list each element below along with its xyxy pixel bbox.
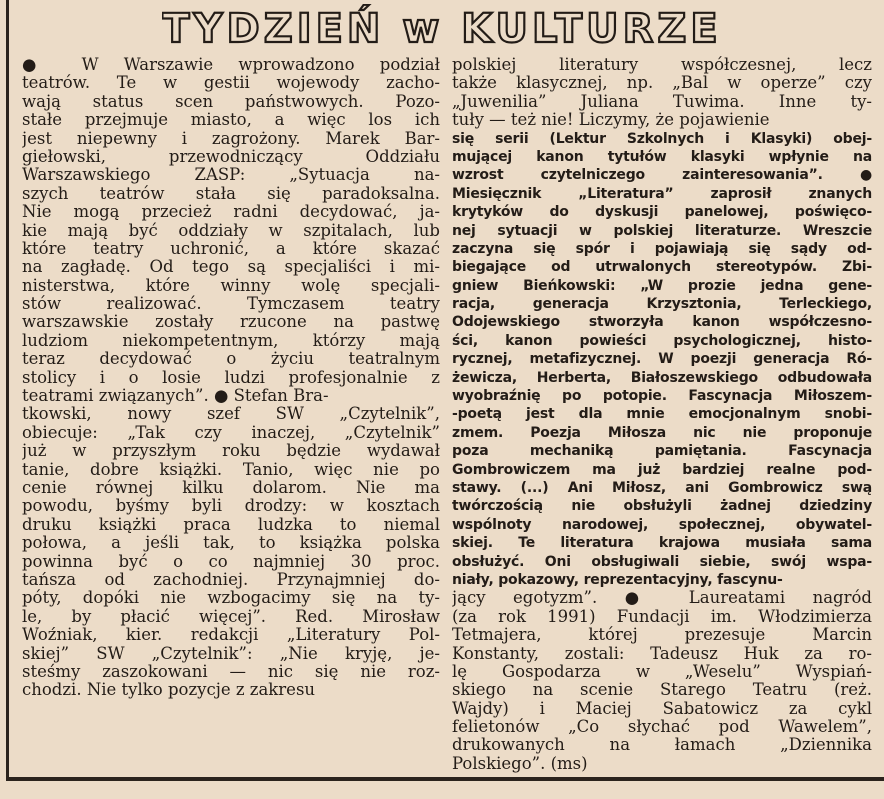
text-line: Tetmajera, której prezesuje Marcin (452, 626, 872, 645)
text-line: nisterstwa, które winny wolę specjali- (22, 276, 440, 295)
text-line: Miesięcznik „Literatura” zaprosił znanych (452, 185, 872, 202)
text-line: polskiej literatury współczesnej, lecz (452, 56, 872, 74)
text-line: twórczością nie obsłużyli żadnej dziedziny (452, 498, 872, 515)
text-line: „Juwenilia” Juliana Tuwima. Inne ty- (452, 92, 872, 111)
text-line: Nie mogą przecież radni decydować, ja- (22, 203, 440, 222)
text-line: wzrost czytelniczego zainteresowania”. ● (452, 167, 872, 184)
text-line: ści, kanon powieści psychologicznej, histo- (452, 332, 872, 349)
text-line: stałe przejmuje miasto, a więc los ich (22, 111, 440, 130)
text-line: powinna być o co najmniej 30 proc. (22, 552, 440, 571)
text-line: także klasycznej, np. „Bal w operze” czy (452, 74, 872, 93)
text-line: skiej” SW „Czytelnik”: „Nie kryję, je- (22, 644, 440, 663)
text-line: racja, generacja Krzysztonia, Terleckiego, (452, 296, 872, 313)
text-line: wspólnoty narodowej, społecznej, obywatel- (452, 516, 872, 533)
text-line: już w przyszłym roku będzie wydawał (22, 442, 440, 461)
text-line: Woźniak, kier. redakcji „Literatury Pol- (22, 626, 440, 645)
text-line: połowa, a jeśli tak, to książka polska (22, 534, 440, 553)
text-line: wyobraźnię po potopie. Fascynacja Miłoszem- (452, 388, 872, 405)
right-column (452, 56, 872, 773)
text-line: krytyków do dyskusji panelowej, poświęco- (452, 204, 872, 221)
text-line: nej sytuacji w polskiej literaturze. Wreszcie (452, 222, 872, 239)
text-line: się serii (Lektur Szkolnych i Klasyki) obej- (452, 130, 872, 147)
text-line: Konstanty, zostali: Tadeusz Huk za ro- (452, 644, 872, 663)
text-line: jest niepewny i zagrożony. Marek Bar- (22, 129, 440, 148)
left-column (22, 56, 440, 700)
text-line: powodu, byśmy byli drodzy: w kosztach (22, 497, 440, 516)
right-column-part-a (452, 56, 872, 130)
text-line: lę Gospodarza w „Weselu” Wyspiań- (452, 662, 872, 681)
text-line: póty, dopóki nie wzbogacimy się na ty- (22, 589, 440, 608)
text-line: tańsza od zachodniej. Przynajmniej do- (22, 570, 440, 589)
text-line: obsłużyć. Oni obsługiwali siebie, swój wspa- (452, 553, 872, 570)
masthead-logo (162, 4, 722, 52)
text-line: skiej. Te literatura krajowa musiała sama (452, 535, 872, 552)
text-line: ● W Warszawie wprowadzono podział (22, 56, 440, 74)
text-line: stów realizować. Tymczasem teatry (22, 295, 440, 314)
text-line: szych teatrów stała się paradoksalna. (22, 184, 440, 203)
text-line: tuły — też nie! Liczymy, że pojawienie (452, 111, 770, 130)
text-line: tkowski, nowy szef SW „Czytelnik”, (22, 405, 440, 424)
text-line: Warszawskiego ZASP: „Sytuacja na- (22, 166, 440, 185)
text-line: Odojewskiego stworzyła kanon współczesno- (452, 314, 872, 331)
bottom-border-rule (6, 777, 884, 781)
text-line: druku książki praca ludzka to niemal (22, 515, 440, 534)
text-line: -poetą jest dla mnie emocjonalnym snobi- (452, 406, 872, 423)
right-column-part-c (452, 589, 872, 773)
text-line: niały, pokazowy, reprezentacyjny, fascynu- (452, 571, 783, 588)
text-line: warszawskie zostały rzucone na pastwę (22, 313, 440, 332)
text-line: (za rok 1991) Fundacji im. Włodzimierza (452, 607, 872, 626)
text-line: rycznej, metafizycznej. W poezji generacja Ró- (452, 351, 872, 368)
text-line: teatrami związanych”. ● Stefan Bra- (22, 387, 329, 406)
text-line: cenie równej kilku dolarom. Nie ma (22, 478, 440, 497)
text-line: zmem. Poezja Miłosza nic nie proponuje (452, 424, 872, 441)
text-line: Wajdy) i Maciej Sabatowicz za cykl (452, 699, 872, 718)
text-line: kie mają być oddziały w szpitalach, lub (22, 221, 440, 240)
left-border-rule (6, 0, 9, 780)
right-column-part-b (452, 130, 872, 590)
text-line: felietonów „Co słychać pod Wawelem”, (452, 718, 872, 737)
text-line: gniew Bieńkowski: „W prozie jedna gene- (452, 277, 872, 294)
text-line: żewicza, Herberta, Białoszewskiego odbudowała (452, 369, 872, 386)
text-line: Polskiego”. (ms) (452, 754, 588, 773)
text-line: tanie, dobre książki. Tanio, więc nie po (22, 460, 440, 479)
text-line: mującej kanon tytułów klasyki wpłynie na (452, 148, 872, 165)
text-line: teraz decydować o życiu teatralnym (22, 350, 440, 369)
text-line: steśmy zaszokowani — nic się nie roz- (22, 662, 440, 681)
text-line: skiego na scenie Starego Teatru (reż. (452, 681, 872, 700)
text-line: stolicy i o losie ludzi profesjonalnie z (22, 368, 440, 387)
text-line: które teatry uchronić, a które skazać (22, 239, 440, 258)
masthead (0, 4, 884, 52)
masthead-title: TYDZIEŃ w KULTURZE (162, 6, 722, 52)
text-line: poza mechaniką pamiętania. Fascynacja (452, 443, 872, 460)
text-line: zaczyna się spór i pojawiają się sądy od- (452, 240, 872, 257)
text-line: obiecuje: „Tak czy inaczej, „Czytelnik” (22, 423, 440, 442)
text-line: ludziom niekompetentnym, którzy mają (22, 331, 440, 350)
text-line: chodzi. Nie tylko pozycje z zakresu (22, 681, 316, 700)
text-line: drukowanych na łamach „Dziennika (452, 736, 872, 755)
text-line: biegające od utrwalonych stereotypów. Zbi- (452, 259, 872, 276)
text-line: stawy. (...) Ani Miłosz, ani Gombrowicz swą (452, 479, 872, 496)
text-line: jący egotyzm”. ● Laureatami nagród (452, 589, 872, 608)
text-line: le, by płacić więcej”. Red. Mirosław (22, 607, 440, 626)
text-line: wają status scen państwowych. Pozo- (22, 92, 440, 111)
text-line: giełowski, przewodniczący Oddziału (22, 147, 440, 166)
text-line: Gombrowiczem ma już bardziej realne pod- (452, 461, 872, 478)
text-line: na zagładę. Od tego są specjaliści i mi- (22, 258, 440, 277)
text-line: teatrów. Te w gestii wojewody zacho- (22, 74, 440, 93)
